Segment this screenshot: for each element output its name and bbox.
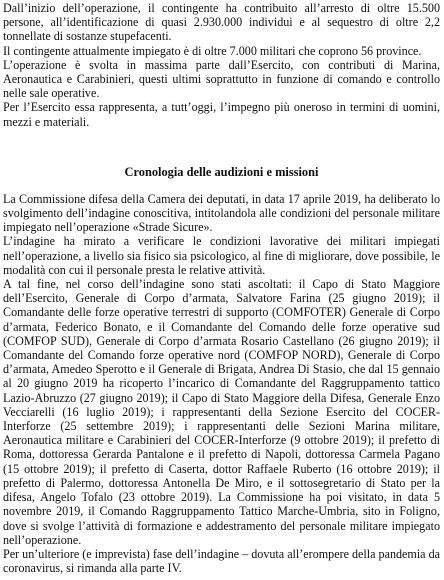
intro-paragraph-1: Dall’inizio dell’operazione, il contingente ha contribuito all’arresto di oltre 15.500 persone, all’identificazione di quasi 2.930.000 individui e al sequestro di oltre 2,2 tonnellate di sostanze stupefacenti. <box>3 1 440 44</box>
section-paragraph-2: L’indagine ha mirato a verificare le condizioni lavorative dei militari impiegati nell’operazione, a livello sia fisico sia psicologico, al fine di migliorare, dove possibile, le modalità con cui il personale presta le relative attività. <box>3 234 440 277</box>
section-paragraph-4: Per un’ulteriore (e imprevista) fase dell’indagine – dovuta all’erompere della pandemia da coronavirus, si rimanda alla parte IV. <box>3 546 440 576</box>
intro-paragraph-3: L’operazione è svolta in massima parte dall’Esercito, con contributi di Marina, Aeronautica e Carabinieri, questi ultimi soprattutto in funzione di comando e controllo nelle sale operative. <box>3 57 440 101</box>
intro-paragraph-2: Il contingente attualmente impiegato è di oltre 7.000 militari che coprono 56 province. <box>3 43 422 58</box>
section-spacer <box>3 129 440 165</box>
intro-paragraph-4: Per l’Esercito essa rappresenta, a tutt’oggi, l’impegno più oneroso in termini di uomini, mezzi e materiali. <box>3 100 440 129</box>
section-paragraph-3: A tal fine, nel corso dell’indagine sono stati ascoltati: il Capo di Stato Maggiore dell’Esercito, Generale di Corpo d’armata, Salvatore Farina (25 giugno 2019); il Comandante delle forze operative terrestri di supporto (COMFOTER) Generale di Corpo d’armata, Federico Bonato, e il Comandante del Comando delle forze operative sud (COMFOP SUD), Generale di Corpo d’armata Rosario Castellano (26 giugno 2019); il Comandante del Comando forze operative nord (COMFOP NORD), Generale di Corpo d’armata, Amedeo Sperotto e il Generale di Brigata, Andrea Di Stasio, che dal 15 gennaio al 20 giugno 2019 ha ricoperto l’incarico di Comandante del Raggruppamento tattico Lazio-Abruzzo (27 giugno 2019); il Capo di Stato Maggiore della Difesa, Generale Enzo Vecciarelli (16 luglio 2019); i rappresentanti della Sezione Esercito del COCER-Interforze (25 settembre 2019); i rappresentanti delle Sezioni Marina militare, Aeronautica militare e Carabinieri del COCER-Interforze (9 ottobre 2019); il prefetto di Roma, dottoressa Gerarda Pantalone e il prefetto di Napoli, dottoressa Carmela Pagano (15 ottobre 2019); il prefetto di Caserta, dottor Raffaele Ruberto (16 ottobre 2019); il prefetto di Palermo, dottoressa Antonella De Miro, e il sottosegretario di Stato per la difesa, Angelo Tofalo (23 ottobre 2019). La Commissione ha poi visitato, in data 5 novembre 2019, il Comando Raggruppamento Tattico Marche-Umbria, sito in Foligno, dove si svolge l’attività di formazione e addestramento del personale militare impiegato nell’operazione. <box>3 277 440 547</box>
heading-spacer <box>3 179 440 192</box>
section-paragraph-1: La Commissione difesa della Camera dei deputati, in data 17 aprile 2019, ha deliberato lo svolgimento dell’indagine conoscitiva, intitolandola alle condizioni del personale militare impiegato nell’operazione «Strade Sicure». <box>3 191 440 235</box>
section-heading: Cronologia delle audizioni e missioni <box>124 164 319 179</box>
